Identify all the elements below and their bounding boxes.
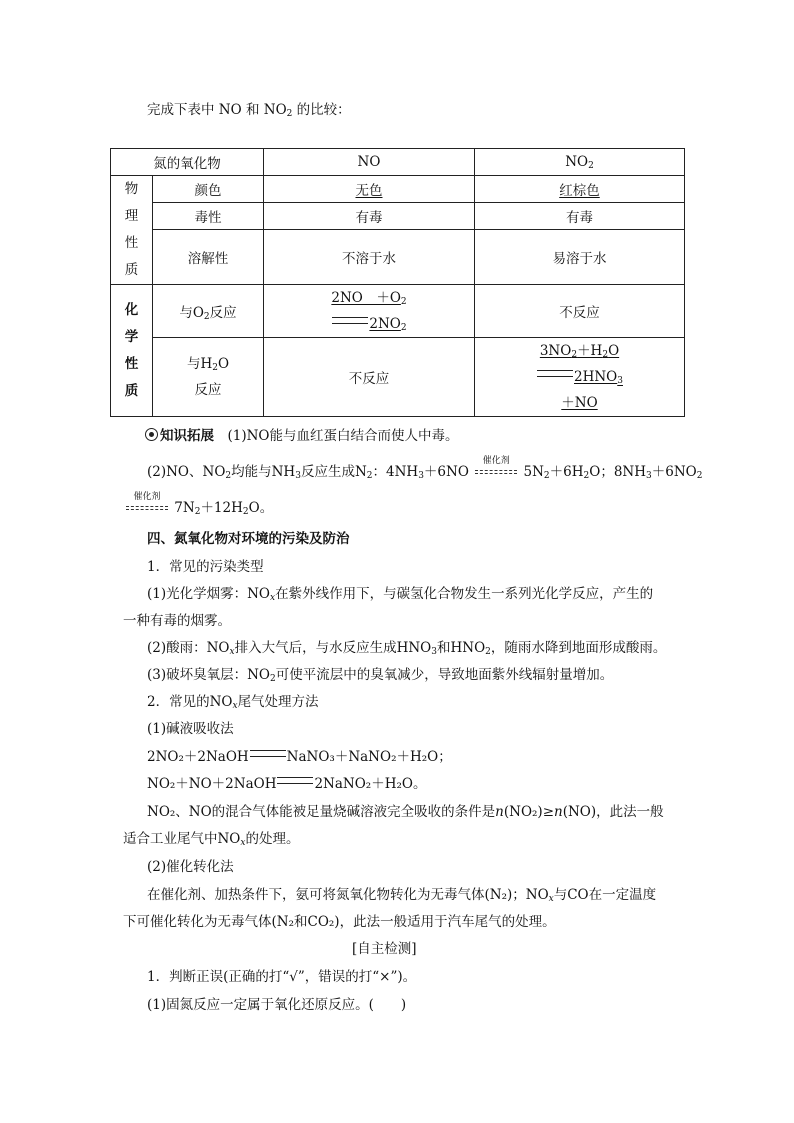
prop-react-h2o: 与$H_2O$ 反应 [153, 338, 264, 417]
comparison-table [110, 148, 685, 417]
table-header-row [111, 149, 685, 176]
physical-category: 物 理 性 质 [111, 176, 153, 285]
equation-2: NO₂＋NO＋2NaOH 2NaNO₂＋H₂O。 [147, 776, 427, 792]
prop-solubility: 溶解性 [153, 230, 264, 285]
catalyst-arrow: 催化剂 [473, 464, 519, 478]
method-catalytic: (2)催化转化法 [147, 859, 234, 875]
paragraph-smog: (1)光化学烟雾：$NO_x$在紫外线作用下，与碳氢化合物发生一系列光化学反应，产生的 [147, 586, 654, 603]
table-row [111, 285, 685, 338]
prop-color: 颜色 [153, 176, 264, 203]
catalytic-paragraph: 在催化剂、加热条件下，氨可将氮氧化物转化为无毒气体(N₂)；$NO_x$与CO在一定温度 [147, 887, 657, 904]
condition-line: NO₂、NO的混合气体能被足量烧碱溶液完全吸收的条件是n(NO₂)≥n(NO)，此法一般 [147, 804, 664, 820]
chemical-category: 化 学 性 质 [111, 285, 153, 417]
no-react-h2o: 不反应 [264, 338, 475, 417]
section-title: 四、氮氧化物对环境的污染及防治 [147, 531, 350, 547]
extension-item-1: 知识拓展 (1)NO能与血红蛋白结合而使人中毒。 [145, 424, 459, 444]
question-1: 1．判断正误(正确的打“√”，错误的打“×”)。 [147, 969, 417, 985]
no2-solubility: 易溶于水 [475, 230, 685, 285]
subsection-title-2: 2．常见的$NO_x$尾气处理方法 [147, 694, 319, 711]
no2-color: 红棕色 [475, 176, 685, 203]
catalytic-paragraph-cont: 下可催化转化为无毒气体(N₂和CO₂)，此法一般适用于汽车尾气的处理。 [123, 914, 556, 930]
question-1-1: (1)固氮反应一定属于氧化还原反应。( ) [147, 997, 407, 1013]
equation-1: 2NO₂＋2NaOH NaNO₃＋NaNO₂＋H₂O； [147, 749, 452, 765]
no-react-o2: 2NO $+O_2$ $2NO_2$ [264, 285, 475, 338]
table-row [111, 338, 685, 417]
table-row [111, 203, 685, 230]
target-icon [145, 428, 158, 441]
no-solubility: 不溶于水 [264, 230, 475, 285]
no-toxicity: 有毒 [264, 203, 475, 230]
prop-toxicity: 毒性 [153, 203, 264, 230]
method-alkali: (1)碱液吸收法 [147, 721, 234, 737]
subsection-title-1: 1．常见的污染类型 [147, 559, 264, 575]
header-no: NO [264, 149, 475, 176]
intro-line: 完成下表中 NO 和 $NO_2$ 的比较： [147, 102, 351, 119]
header-no2: $NO_2$ [475, 149, 685, 176]
catalyst-arrow: 催化剂 [124, 500, 170, 514]
no2-toxicity: 有毒 [475, 203, 685, 230]
prop-react-o2: 与$O_2$反应 [153, 285, 264, 338]
extension-item-2-cont: 催化剂 $7N_2+12H_2O$。 [124, 496, 273, 516]
self-check-title: [自主检测] [352, 941, 417, 957]
paragraph-smog-cont: 一种有毒的烟雾。 [123, 613, 231, 629]
paragraph-ozone: (3)破坏臭氧层：$NO_2$可使平流层中的臭氧减少，导致地面紫外线辐射量增加。 [147, 667, 614, 684]
table-row [111, 230, 685, 285]
paragraph-acid-rain: (2)酸雨：$NO_x$排入大气后，与水反应生成$HNO_3$和$HNO_2$，随雨水降到地面形成酸雨。 [147, 640, 667, 657]
no-color: 无色 [264, 176, 475, 203]
no2-react-o2: 不反应 [475, 285, 685, 338]
header-oxide: 氮的氧化物 [111, 149, 264, 176]
extension-item-2: (2)NO、$NO_2$均能与$NH_3$反应生成$N_2$：$4NH_3+6NO$ 催化剂 $5N_2+6H_2O$；$8NH_3+6NO_2$ [147, 456, 703, 481]
table-row [111, 176, 685, 203]
condition-line-cont: 适合工业尾气中$NO_x$的处理。 [123, 831, 300, 848]
no2-react-h2o: $3NO_2+H_2O$ $2HNO_3$ ＋NO [475, 338, 685, 417]
